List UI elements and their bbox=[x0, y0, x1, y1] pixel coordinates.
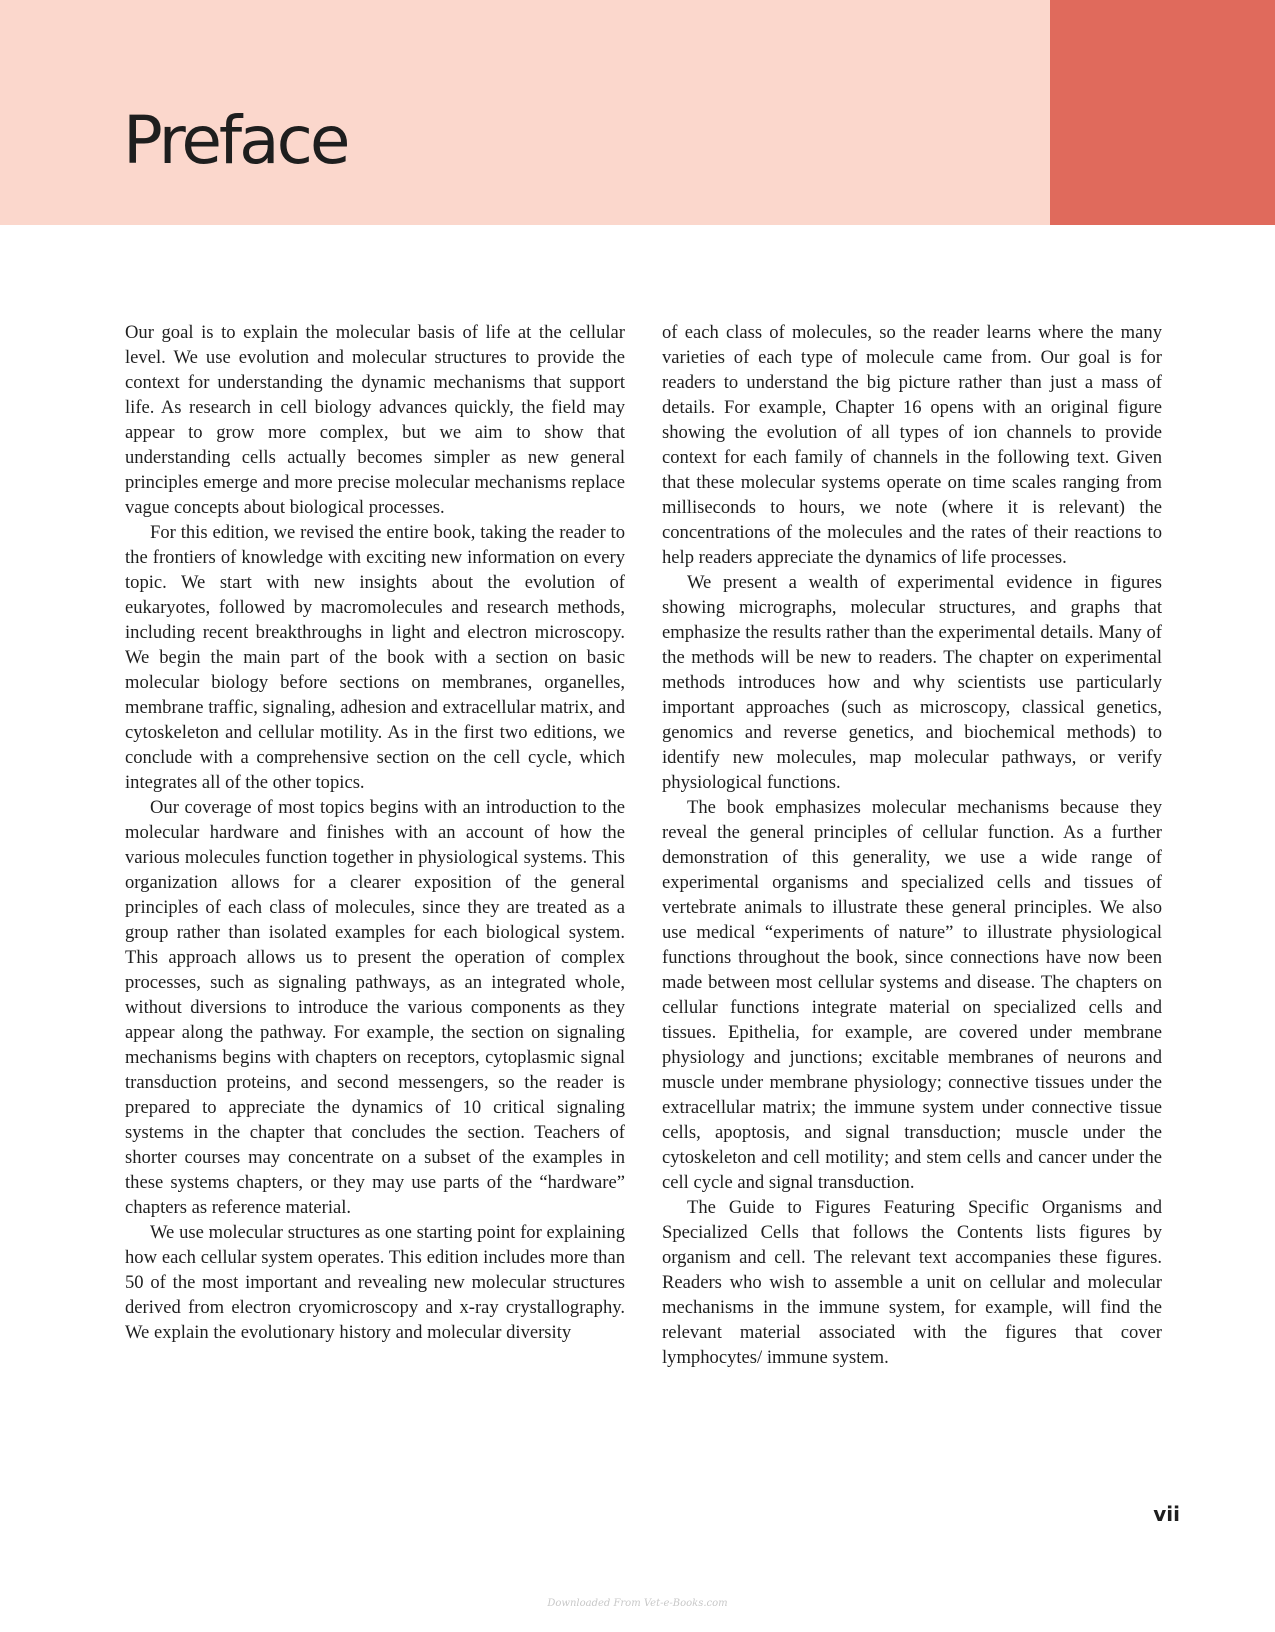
paragraph: The book emphasizes molecular mechanisms because they reveal the general principles of cellular function. As a further demonstration of this generality, we use a wide range of experimental organisms and specialized cells and tissues of vertebrate animals to illustrate these general principles. We also use medical “experiments of nature” to illustrate physiological functions throughout the book, since connections have now been made between most cellular systems and disease. The chapters on cellular functions integrate material on specialized cells and tissues. Epithelia, for example, are covered under membrane physiology and junctions; excitable membranes of neurons and muscle under membrane physiology; connective tissues under the extracellular matrix; the immune system under connective tissue cells, apoptosis, and signal transduction; muscle under the cytoskeleton and cell motility; and stem cells and cancer under the cell cycle and signal transduction. bbox=[662, 797, 1162, 1193]
paragraph: Our coverage of most topics begins with an introduction to the molecular hardware and finishes with an account of how the various molecules function together in physiological systems. This organization allows for a clearer exposition of the general principles of each class of molecules, since they are treated as a group rather than isolated examples for each biological system. This approach allows us to present the operation of complex processes, such as signaling pathways, as an integrated whole, without diversions to introduce the various components as they appear along the pathway. For example, the section on signaling mechanisms begins with chapters on receptors, cytoplasmic signal transduction proteins, and second messengers, so the reader is prepared to appreciate the dynamics of 10 critical signaling systems in the chapter that concludes the section. Teachers of shorter courses may concentrate on a subset of the examples in these systems chapters, or they may use parts of the “hardware” chapters as reference material. bbox=[125, 797, 625, 1218]
paragraph: We use molecular structures as one starting point for explaining how each cellular system operates. This edition includes more than 50 of the most important and revealing new molecular structures derived from electron cryomicroscopy and x-ray crystallography. We explain the evolutionary history and molecular diversity bbox=[125, 1222, 625, 1343]
paragraph: For this edition, we revised the entire book, taking the reader to the frontiers of knowledge with exciting new information on every topic. We start with new insights about the evolution of eukaryotes, followed by macromolecules and research methods, including recent breakthroughs in light and electron microscopy. We begin the main part of the book with a section on basic molecular biology before sections on membranes, organelles, membrane traffic, signaling, adhesion and extracellular matrix, and cytoskeleton and cellular motility. As in the first two editions, we conclude with a comprehensive section on the cell cycle, which integrates all of the other topics. bbox=[125, 522, 625, 793]
right-column bbox=[662, 320, 1162, 1370]
paragraph: The Guide to Figures Featuring Specific Organisms and Specialized Cells that follows the Contents lists figures by organism and cell. The relevant text accompanies these figures. Readers who wish to assemble a unit on cellular and molecular mechanisms in the immune system, for example, will find the relevant material associated with the figures that cover lymphocytes/ immune system. bbox=[662, 1197, 1162, 1368]
left-column bbox=[125, 320, 625, 1345]
paragraph: of each class of molecules, so the reader learns where the many varieties of each type of molecule came from. Our goal is for readers to understand the big picture rather than just a mass of details. For example, Chapter 16 opens with an original figure showing the evolution of all types of ion channels to provide context for each family of channels in the following text. Given that these molecular systems operate on time scales ranging from milliseconds to hours, we note (where it is relevant) the concentrations of the molecules and the rates of their reactions to help readers appreciate the dynamics of life processes. bbox=[662, 322, 1162, 568]
paragraph: Our goal is to explain the molecular basis of life at the cellular level. We use evolution and molecular structures to provide the context for understanding the dynamic mechanisms that support life. As research in cell biology advances quickly, the field may appear to grow more complex, but we aim to show that understanding cells actually becomes simpler as new general principles emerge and more precise molecular mechanisms replace vague concepts about biological processes. bbox=[125, 322, 625, 518]
page-title: Preface bbox=[123, 102, 348, 179]
header-accent-block bbox=[1050, 0, 1275, 225]
watermark-text: Downloaded From Vet-e-Books.com bbox=[547, 1598, 728, 1609]
page-number: vii bbox=[1153, 1502, 1180, 1526]
paragraph: We present a wealth of experimental evidence in figures showing micrographs, molecular structures, and graphs that emphasize the results rather than the experimental details. Many of the methods will be new to readers. The chapter on experimental methods introduces how and why scientists use particularly important approaches (such as microscopy, classical genetics, genomics and reverse genetics, and biochemical methods) to identify new molecules, map molecular pathways, or verify physiological functions. bbox=[662, 572, 1162, 793]
